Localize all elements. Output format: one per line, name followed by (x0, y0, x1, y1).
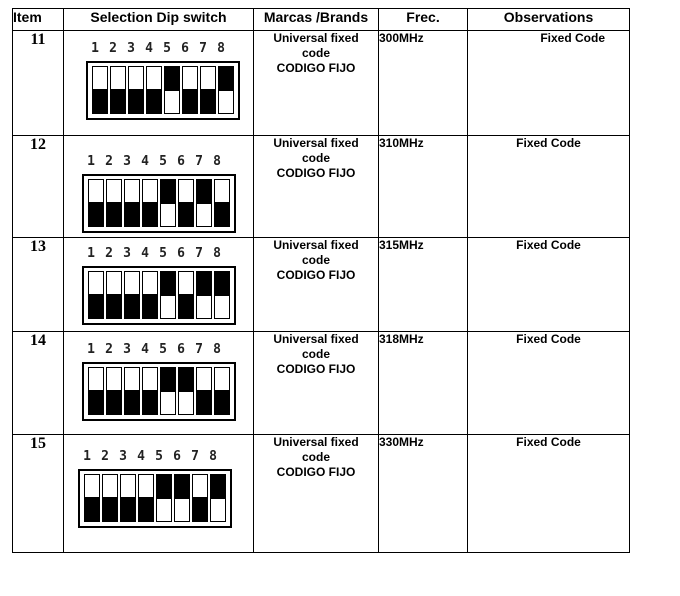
switch-numbers (86, 41, 240, 56)
switch-number-label: 4 (137, 449, 145, 464)
dip-switch-4-off (146, 66, 162, 114)
switch-number-label: 1 (87, 246, 95, 261)
dip-switch (86, 41, 240, 120)
switch-knob (183, 89, 197, 113)
switch-knob (197, 180, 211, 204)
dip-switch-cell (64, 435, 254, 553)
switch-number-label: 3 (127, 41, 135, 56)
switch-number-label: 4 (141, 342, 149, 357)
switch-number-label: 5 (159, 154, 167, 169)
switch-knob (215, 390, 229, 414)
dip-switch-7-on (196, 271, 212, 319)
switch-number-label: 6 (177, 246, 185, 261)
dip-switch-6-on (174, 474, 190, 522)
observation-cell: Fixed Code (468, 136, 630, 238)
dip-switch-2-off (106, 271, 122, 319)
switch-number-label: 1 (87, 154, 95, 169)
brand-cell (254, 136, 379, 238)
item-number: 15 (13, 435, 64, 553)
dip-switch-7-off (196, 367, 212, 415)
table-row (13, 31, 630, 136)
switch-knob (89, 202, 103, 226)
switch-knob (129, 89, 143, 113)
brand-text: CODIGO FIJO (276, 362, 356, 376)
switch-knob (125, 202, 139, 226)
switch-number-label: 7 (199, 41, 207, 56)
dip-switch-1-off (84, 474, 100, 522)
switch-knob (179, 294, 193, 318)
dip-switch-8-on (214, 271, 230, 319)
header-observations: Observations (468, 9, 630, 31)
switch-knob (157, 475, 171, 499)
switch-knob (147, 89, 161, 113)
dip-switch-5-on (156, 474, 172, 522)
header-freq: Frec. (379, 9, 468, 31)
switch-knob (143, 390, 157, 414)
dip-switch-5-on (164, 66, 180, 114)
item-number: 13 (13, 238, 64, 332)
dip-switch-5-on (160, 271, 176, 319)
switch-number-label: 6 (177, 342, 185, 357)
brand-text: CODIGO FIJO (276, 465, 356, 479)
brand-text: code (301, 450, 330, 464)
dip-switch-5-on (160, 179, 176, 227)
observation-cell: Fixed Code (468, 435, 630, 553)
switch-knob (193, 497, 207, 521)
switch-number-label: 1 (91, 41, 99, 56)
switch-knob (111, 89, 125, 113)
dip-switch-5-on (160, 367, 176, 415)
brand-text: Universal fixed (273, 238, 359, 252)
switch-numbers (82, 342, 236, 357)
brand-text: CODIGO FIJO (276, 61, 356, 75)
switch-knob (215, 272, 229, 296)
item-number: 12 (13, 136, 64, 238)
dip-switch-2-off (106, 179, 122, 227)
switch-knob (89, 390, 103, 414)
switch-knob (139, 497, 153, 521)
switch-knob (121, 497, 135, 521)
switch-knob (85, 497, 99, 521)
dip-switch-3-off (120, 474, 136, 522)
switch-knob (125, 294, 139, 318)
item-number: 11 (13, 31, 64, 136)
brand-text: Universal fixed (273, 332, 359, 346)
dip-switch-1-off (92, 66, 108, 114)
brand-text: CODIGO FIJO (276, 166, 356, 180)
switch-number-label: 2 (101, 449, 109, 464)
header-item: Item (13, 9, 64, 31)
dip-switch-6-off (178, 271, 194, 319)
dip-switch-8-off (214, 179, 230, 227)
switch-number-label: 4 (141, 246, 149, 261)
switch-knob (93, 89, 107, 113)
switch-number-label: 7 (195, 246, 203, 261)
dip-switch-2-off (102, 474, 118, 522)
dip-switch (82, 246, 236, 325)
brand-text: Universal fixed (273, 435, 359, 449)
dip-switch-6-on (178, 367, 194, 415)
switch-number-label: 4 (141, 154, 149, 169)
brand-cell (254, 238, 379, 332)
switch-number-label: 6 (181, 41, 189, 56)
switch-knob (161, 180, 175, 204)
switch-knob (103, 497, 117, 521)
dip-switch-4-off (142, 179, 158, 227)
frequency-cell: 300MHz (379, 31, 468, 136)
table-row (13, 136, 630, 238)
dip-switch-cell (64, 31, 254, 136)
dip-switch-cell (64, 332, 254, 435)
brand-text: code (301, 46, 330, 60)
dip-switch-table (12, 8, 630, 553)
frequency-cell: 310MHz (379, 136, 468, 238)
switch-numbers (78, 449, 232, 464)
dip-switch-6-off (182, 66, 198, 114)
dip-switch-3-off (124, 271, 140, 319)
dip-switch-box (82, 266, 236, 325)
switch-number-label: 7 (195, 154, 203, 169)
dip-switch-1-off (88, 271, 104, 319)
dip-switch-2-off (110, 66, 126, 114)
dip-switch (78, 449, 232, 528)
switch-knob (179, 202, 193, 226)
switch-numbers (82, 246, 236, 261)
dip-switch (82, 154, 236, 233)
dip-switch-8-on (218, 66, 234, 114)
switch-number-label: 2 (105, 342, 113, 357)
switch-number-label: 6 (173, 449, 181, 464)
frequency-cell: 318MHz (379, 332, 468, 435)
switch-number-label: 2 (105, 246, 113, 261)
brand-text: code (301, 347, 330, 361)
brand-text: Universal fixed (273, 136, 359, 150)
switch-number-label: 5 (155, 449, 163, 464)
switch-numbers (82, 154, 236, 169)
brand-cell (254, 332, 379, 435)
observation-cell: Fixed Code (468, 31, 630, 136)
dip-switch-4-off (142, 367, 158, 415)
switch-knob (219, 67, 233, 91)
dip-switch-4-off (138, 474, 154, 522)
brand-text: code (301, 253, 330, 267)
switch-number-label: 1 (87, 342, 95, 357)
frequency-cell: 330MHz (379, 435, 468, 553)
dip-switch-3-off (124, 367, 140, 415)
brand-text: code (301, 151, 330, 165)
brand-text: CODIGO FIJO (276, 268, 356, 282)
dip-switch-cell (64, 136, 254, 238)
switch-number-label: 3 (123, 246, 131, 261)
switch-number-label: 5 (163, 41, 171, 56)
dip-switch-8-off (214, 367, 230, 415)
switch-number-label: 6 (177, 154, 185, 169)
dip-switch-3-off (128, 66, 144, 114)
switch-knob (161, 272, 175, 296)
brand-cell (254, 435, 379, 553)
switch-knob (89, 294, 103, 318)
dip-switch (82, 342, 236, 421)
dip-switch-3-off (124, 179, 140, 227)
table-row (13, 435, 630, 553)
brand-text: Universal fixed (273, 31, 359, 45)
dip-switch-box (82, 174, 236, 233)
dip-switch-cell (64, 238, 254, 332)
switch-number-label: 3 (119, 449, 127, 464)
switch-knob (201, 89, 215, 113)
switch-knob (143, 202, 157, 226)
switch-knob (165, 67, 179, 91)
switch-number-label: 2 (105, 154, 113, 169)
dip-switch-1-off (88, 367, 104, 415)
switch-number-label: 8 (213, 154, 221, 169)
switch-number-label: 3 (123, 342, 131, 357)
switch-knob (215, 202, 229, 226)
switch-number-label: 8 (213, 246, 221, 261)
switch-number-label: 8 (213, 342, 221, 357)
switch-number-label: 2 (109, 41, 117, 56)
observation-cell: Fixed Code (468, 332, 630, 435)
switch-knob (197, 390, 211, 414)
header-selection: Selection Dip switch (64, 9, 254, 31)
switch-number-label: 5 (159, 246, 167, 261)
switch-number-label: 7 (191, 449, 199, 464)
switch-number-label: 4 (145, 41, 153, 56)
switch-knob (197, 272, 211, 296)
switch-knob (107, 390, 121, 414)
switch-knob (125, 390, 139, 414)
table-row (13, 332, 630, 435)
switch-number-label: 3 (123, 154, 131, 169)
brand-cell (254, 31, 379, 136)
dip-switch-1-off (88, 179, 104, 227)
switch-number-label: 8 (209, 449, 217, 464)
dip-switch-7-on (196, 179, 212, 227)
switch-knob (175, 475, 189, 499)
dip-switch-8-on (210, 474, 226, 522)
dip-switch-7-off (192, 474, 208, 522)
switch-knob (179, 368, 193, 392)
dip-switch-box (86, 61, 240, 120)
switch-number-label: 8 (217, 41, 225, 56)
dip-switch-box (78, 469, 232, 528)
switch-knob (161, 368, 175, 392)
switch-knob (107, 202, 121, 226)
dip-switch-box (82, 362, 236, 421)
header-brands: Marcas /Brands (254, 9, 379, 31)
observation-cell: Fixed Code (468, 238, 630, 332)
switch-number-label: 5 (159, 342, 167, 357)
dip-switch-6-off (178, 179, 194, 227)
table-row (13, 238, 630, 332)
dip-switch-4-off (142, 271, 158, 319)
switch-knob (107, 294, 121, 318)
dip-switch-2-off (106, 367, 122, 415)
header-row (13, 9, 630, 31)
switch-number-label: 1 (83, 449, 91, 464)
dip-switch-7-off (200, 66, 216, 114)
switch-knob (211, 475, 225, 499)
item-number: 14 (13, 332, 64, 435)
frequency-cell: 315MHz (379, 238, 468, 332)
switch-number-label: 7 (195, 342, 203, 357)
switch-knob (143, 294, 157, 318)
